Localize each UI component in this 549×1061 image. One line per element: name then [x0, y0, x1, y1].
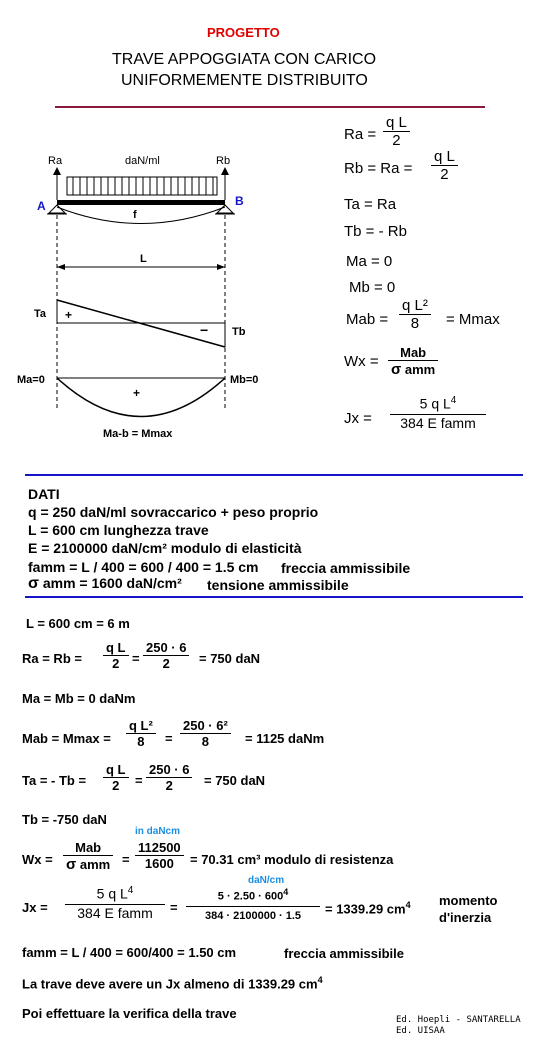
calc-mab-eq: = [165, 731, 173, 746]
jx-formula-lhs: Jx = [344, 410, 372, 427]
rb-num: q L [434, 148, 455, 165]
mab-formula-lhs: Mab = [346, 311, 389, 328]
wx-formula-lhs: Wx = [344, 353, 379, 370]
dati-famm-note: freccia ammissibile [281, 560, 411, 576]
rb-den: 2 [431, 165, 458, 183]
calc-ra-num1: q L [106, 640, 126, 655]
sigma-symbol: σ [391, 361, 402, 378]
calc-jx-note-2: d'inerzia [439, 910, 492, 925]
calc-wx-den1: amm [76, 857, 111, 872]
dati-famm: famm = L / 400 = 600 / 400 = 1.5 cm [28, 559, 259, 575]
project-label: PROGETTO [207, 25, 280, 40]
footer-line-2: Ed. UISAA [396, 1026, 445, 1036]
mab-formula-frac [399, 297, 431, 332]
calc-mab-result: = 1125 daNm [245, 731, 325, 746]
calc-jx-lhs: Jx = [22, 900, 48, 915]
rb-arrowhead [221, 167, 229, 175]
calc-jx-num1-exp: 4 [127, 885, 134, 896]
support-a-label: A [37, 199, 46, 213]
ta-formula: Ta = Ra [344, 196, 397, 213]
ra-num: q L [386, 114, 407, 131]
jx-num: 5 q L [419, 395, 451, 412]
calc-wx-eq: = [122, 852, 130, 867]
footer-line-1: Ed. Hoepli - SANTARELLA [396, 1015, 521, 1025]
conclusion [22, 975, 323, 991]
mab-formula-rhs: = Mmax [446, 311, 500, 328]
calc-mab-den2: 8 [180, 733, 231, 749]
ra-arrowhead [53, 167, 61, 175]
calc-mab-num1: q L² [129, 718, 153, 733]
calc-tb: Tb = -750 daN [22, 812, 107, 827]
calc-mab-den1: 8 [126, 733, 156, 749]
calc-ta-frac1 [103, 762, 129, 793]
verify-note: Poi effettuare la verifica della trave [22, 1006, 237, 1021]
calc-jx-result-exp: 4 [405, 900, 411, 910]
ta-label: Ta [34, 308, 47, 320]
ma0-label: Ma=0 [17, 374, 45, 386]
tb-formula: Tb = - Rb [344, 223, 407, 240]
calc-ra-num2: 250 · 6 [146, 640, 187, 655]
calc-famm: famm = L / 400 = 600/400 = 1.50 cm [22, 945, 237, 960]
unit-note-1: in daNcm [135, 826, 181, 837]
calc-jx-result [325, 900, 411, 916]
calc-mab-lhs: Mab = Mmax = [22, 731, 111, 746]
beam [57, 200, 225, 205]
support-b-label: B [235, 194, 244, 208]
calc-jx-result-value: = 1339.29 cm [325, 901, 406, 917]
calc-ra-den2: 2 [143, 655, 189, 671]
deflection-label: f [133, 209, 137, 221]
mab-den: 8 [399, 314, 431, 332]
load-label: daN/ml [125, 155, 160, 167]
jx-den: 384 E famm [390, 414, 486, 431]
calc-wx-lhs: Wx = [22, 852, 53, 867]
calc-L: L = 600 cm = 6 m [26, 616, 130, 631]
calc-jx-note-1: momento [439, 893, 498, 908]
calc-ta-lhs: Ta = - Tb = [22, 773, 87, 788]
calc-ta-den1: 2 [103, 777, 129, 793]
dati-sigma-symbol: σ [28, 575, 39, 592]
moment-diagram [57, 378, 225, 417]
deflection-curve [57, 207, 225, 224]
dati-L: L = 600 cm lunghezza trave [28, 522, 209, 538]
calc-mab-frac1 [126, 718, 156, 749]
shear-minus: − [200, 322, 209, 338]
wx-formula-frac [388, 345, 438, 378]
calc-ta-den2: 2 [146, 777, 192, 793]
beam-diagram [10, 145, 270, 445]
dati-sigma-value: amm = 1600 daN/cm² [38, 575, 182, 591]
unit-note-2: daN/cm [248, 875, 285, 886]
dati-q: q = 250 daN/ml sovraccarico + peso proprio [28, 504, 319, 520]
wx-den: amm [401, 362, 436, 377]
calc-jx-num2-exp: 4 [283, 887, 289, 897]
calc-mab-frac2 [180, 718, 231, 749]
dati-title: DATI [28, 486, 60, 502]
load-box [67, 177, 217, 195]
calc-jx-den2: 384 · 2100000 · 1.5 [186, 906, 320, 922]
rb-label: Rb [216, 155, 231, 167]
calc-ra-result: = 750 daN [199, 651, 261, 666]
calc-wx-result: = 70.31 cm³ modulo di resistenza [190, 852, 394, 867]
shear-plus: + [65, 308, 73, 322]
dati-sigma-note: tensione ammissibile [207, 577, 349, 593]
calc-ra-den1: 2 [103, 655, 129, 671]
calc-ra-lhs: Ra = Rb = [22, 651, 82, 666]
calc-ra-eq: = [132, 651, 140, 666]
calc-jx-eq: = [170, 900, 178, 915]
calc-ta-num2: 250 · 6 [149, 762, 190, 777]
calc-wx-num2: 112500 [138, 840, 181, 855]
conclusion-text: La trave deve avere un Jx almeno di 1339.29 cm [22, 976, 318, 992]
calc-wx-frac2 [135, 840, 184, 871]
jx-formula-frac [390, 395, 486, 431]
moment-plus: + [133, 386, 141, 400]
ma-formula: Ma = 0 [346, 253, 393, 270]
ra-formula-frac [383, 114, 410, 149]
title-line-2: UNIFORMEMENTE DISTRIBUITO [121, 72, 368, 89]
calc-jx-num2: 5 · 2.50 · 600 [217, 890, 284, 903]
mb-formula: Mb = 0 [349, 279, 396, 296]
load-arrows [73, 177, 213, 195]
span-label: L [140, 253, 147, 265]
calc-wx-den2: 1600 [135, 855, 184, 871]
ra-den: 2 [383, 131, 410, 149]
tb-label: Tb [232, 326, 246, 338]
calc-ta-eq: = [135, 773, 143, 788]
calc-jx-num1: 5 q L [96, 885, 128, 902]
calc-jx-frac1 [65, 885, 165, 921]
calc-ta-num1: q L [106, 762, 126, 777]
calc-famm-note: freccia ammissibile [284, 946, 404, 961]
rb-formula-lhs: Rb = Ra = [344, 160, 413, 177]
mmax-label: Ma-b = Mmax [103, 428, 173, 440]
dati-E: E = 2100000 daN/cm² modulo di elasticità [28, 540, 302, 556]
jx-num-exp: 4 [450, 395, 457, 406]
section-rule-1 [25, 474, 523, 476]
calc-mab-num2: 250 · 6² [183, 718, 228, 733]
calc-jx-den1: 384 E famm [65, 904, 165, 921]
title-line-1: TRAVE APPOGGIATA CON CARICO [112, 51, 377, 68]
rb-formula-frac [431, 148, 458, 183]
calc-ta-frac2 [146, 762, 192, 793]
ra-formula-lhs: Ra = [344, 126, 377, 143]
calc-wx-frac1 [63, 840, 113, 873]
mab-num: q L² [402, 297, 428, 314]
wx-num: Mab [400, 345, 427, 360]
calc-ra-frac2 [143, 640, 189, 671]
calc-jx-frac2 [186, 887, 320, 922]
calc-wx-sigma: σ [66, 856, 77, 873]
dati-sigma [28, 575, 182, 593]
section-rule-2 [25, 596, 523, 598]
ra-label: Ra [48, 155, 63, 167]
calc-ra-frac1 [103, 640, 129, 671]
header-rule [55, 106, 485, 108]
mb0-label: Mb=0 [230, 374, 259, 386]
conclusion-exp: 4 [317, 975, 323, 985]
calc-mamb: Ma = Mb = 0 daNm [22, 691, 136, 706]
calc-wx-num1: Mab [75, 840, 102, 855]
calc-ta-result: = 750 daN [204, 773, 266, 788]
